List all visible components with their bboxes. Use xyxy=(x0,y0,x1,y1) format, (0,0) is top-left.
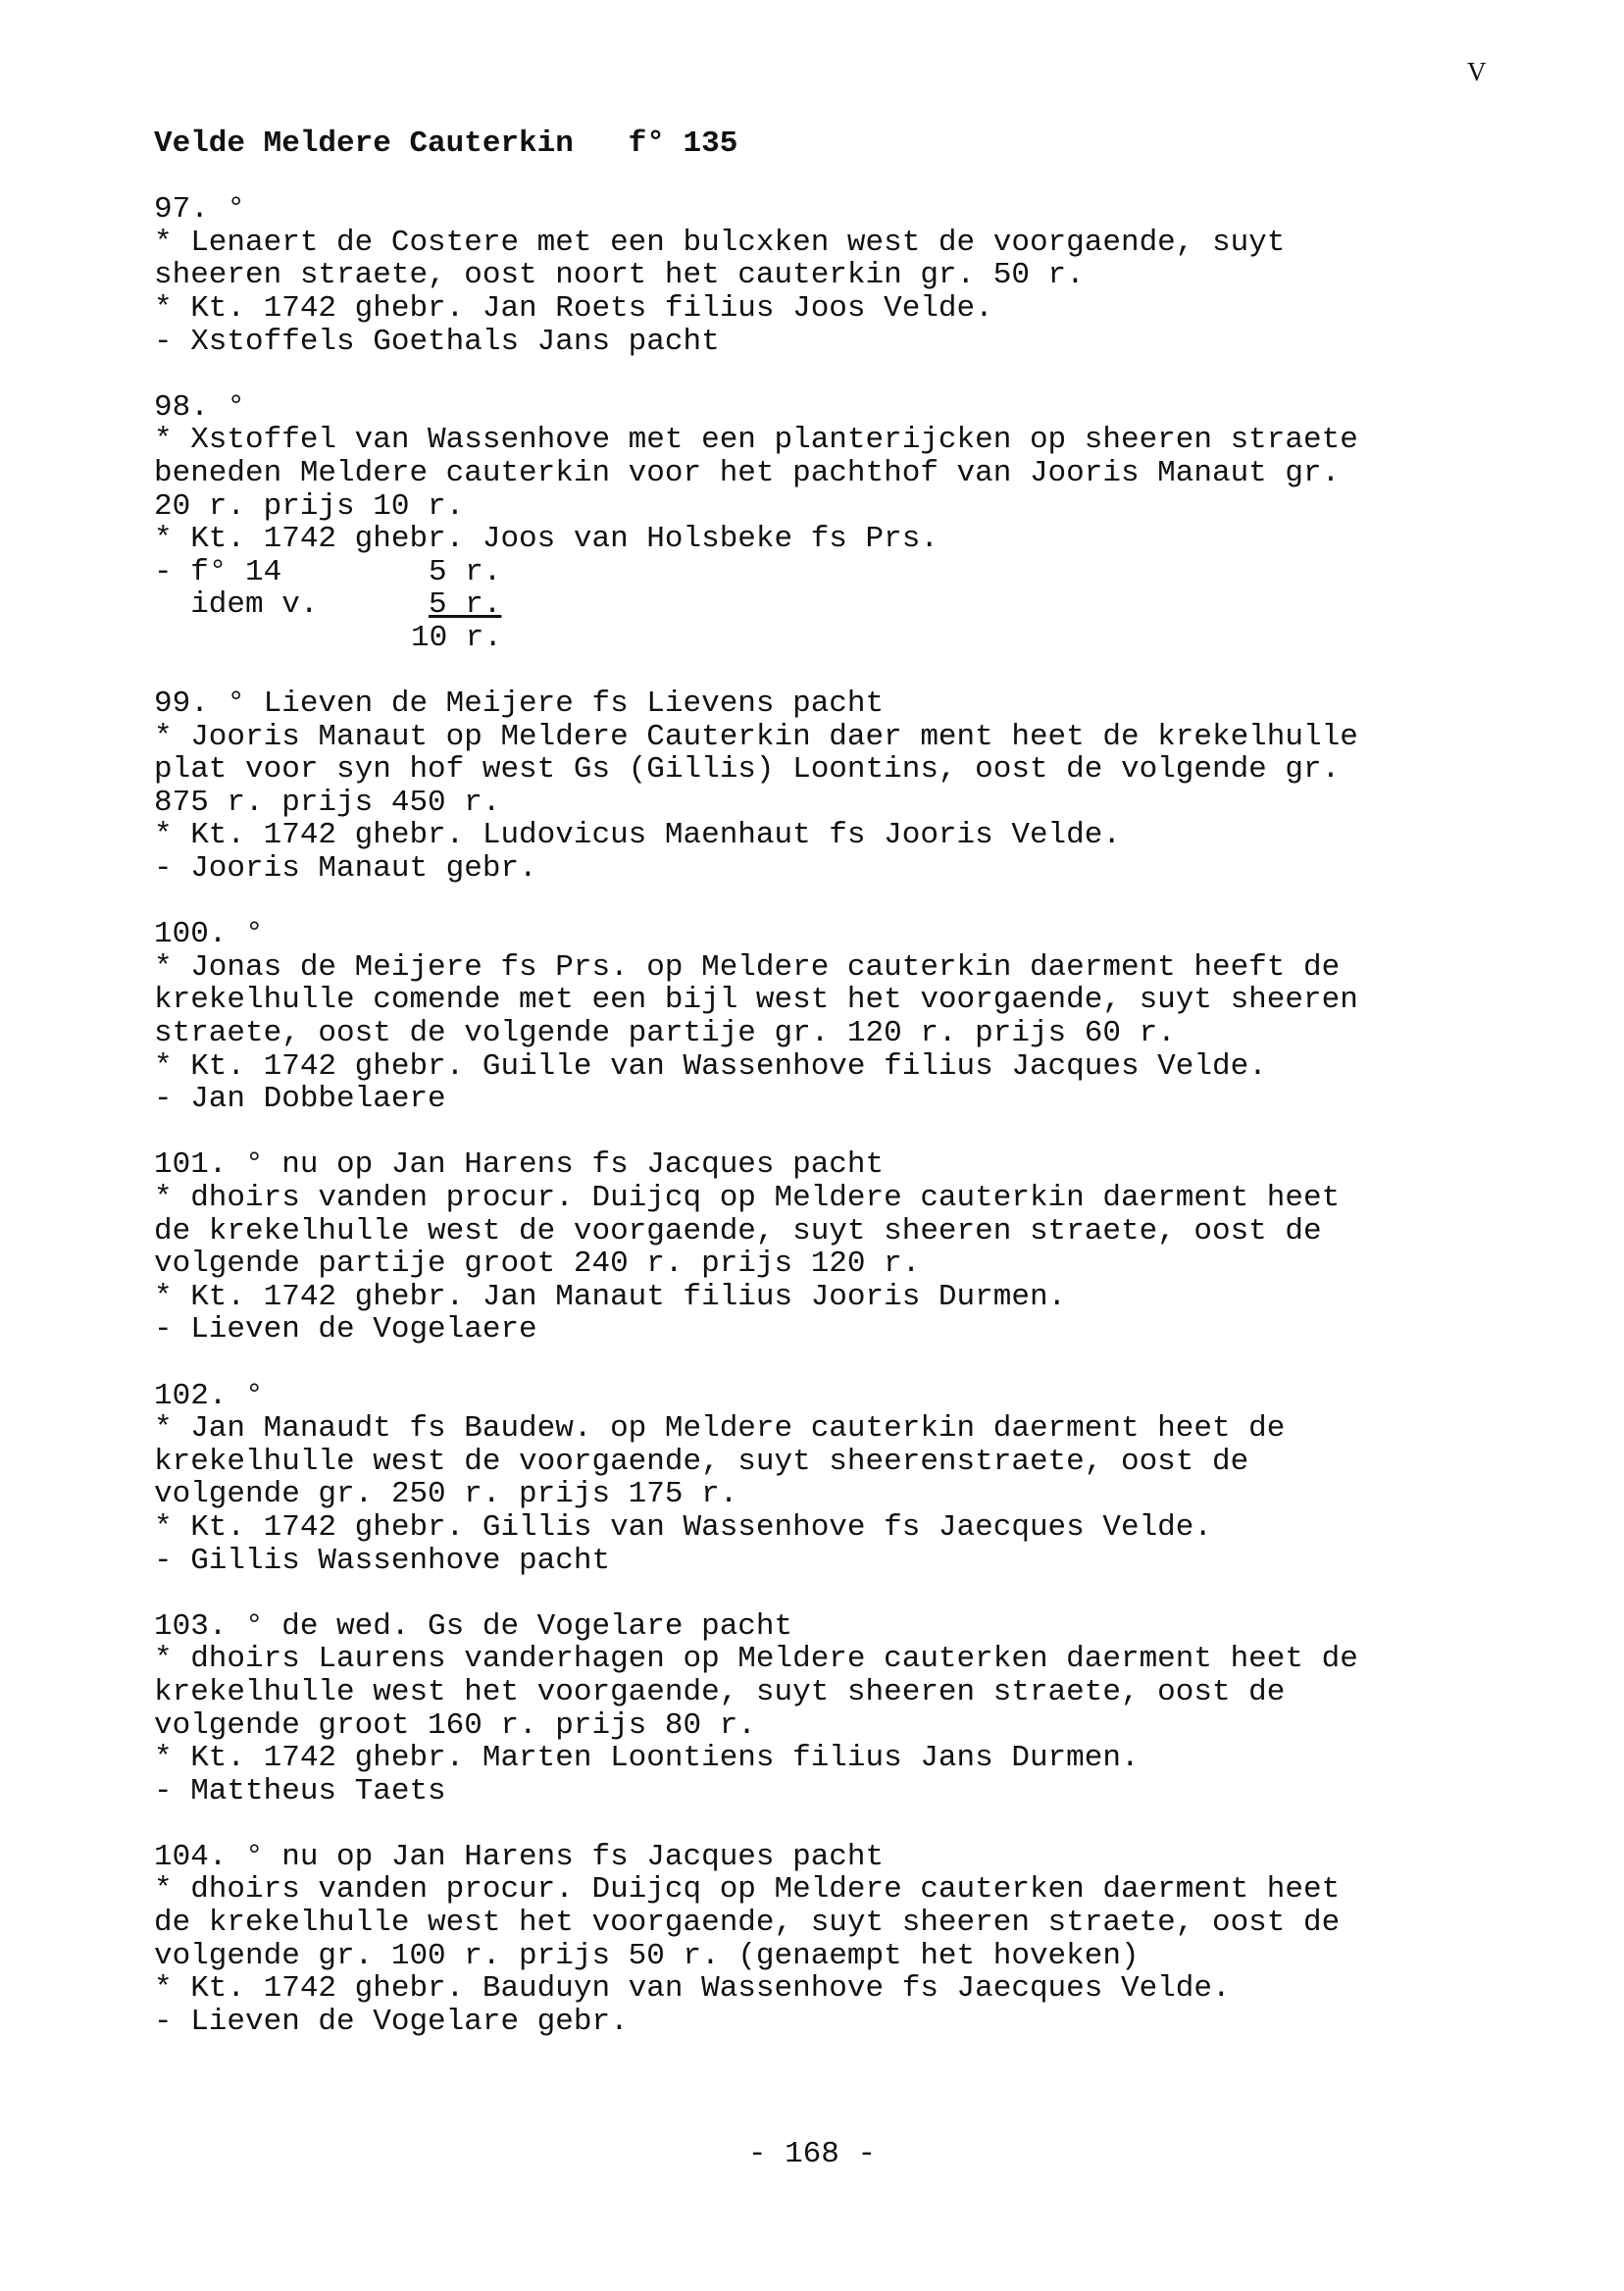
entry-lead: 102. ° xyxy=(154,1378,264,1413)
entry-line: volgende gr. 100 r. prijs 50 r. (genaempt het hoveken) xyxy=(154,1938,1140,1973)
entry-line: beneden Meldere cauterkin voor het pachthof van Jooris Manaut gr. xyxy=(154,455,1341,490)
entry-103 xyxy=(154,1610,1488,1808)
entry-line: de krekelhulle west de voorgaende, suyt sheeren straete, oost de xyxy=(154,1213,1322,1248)
entry-line: straete, oost de volgende partije gr. 120 r. prijs 60 r. xyxy=(154,1016,1176,1051)
entry-line: * Jonas de Meijere fs Prs. op Meldere cauterkin daerment heeft de xyxy=(154,949,1341,985)
entry-line: volgende groot 160 r. prijs 80 r. xyxy=(154,1707,756,1743)
sub-row-label: idem v. xyxy=(154,587,319,623)
entry-97 xyxy=(154,193,1488,358)
entry-line: - Jooris Manaut gebr. xyxy=(154,851,537,887)
entry-line: * Kt. 1742 ghebr. Guille van Wassenhove filius Jacques Velde. xyxy=(154,1048,1267,1084)
sub-row-value: 5 r. xyxy=(429,554,502,589)
entry-104 xyxy=(154,1841,1488,2039)
sub-row-total xyxy=(154,622,1488,655)
entry-line: krekelhulle comende met een bijl west het voorgaende, suyt sheeren xyxy=(154,983,1358,1018)
entry-line: volgende partije groot 240 r. prijs 120 r. xyxy=(154,1247,921,1282)
entry-line: * Kt. 1742 ghebr. Bauduyn van Wassenhove fs Jaecques Velde. xyxy=(154,1971,1231,2007)
entry-line: * dhoirs vanden procur. Duijcq op Meldere cauterkin daerment heet xyxy=(154,1181,1341,1215)
entry-line: * Xstoffel van Wassenhove met een planterijcken op sheeren straete xyxy=(154,423,1358,458)
entry-line: * Kt. 1742 ghebr. Jan Roets filius Joos Velde. xyxy=(154,290,993,326)
entry-lead: 99. ° Lieven de Meijere fs Lievens pacht xyxy=(154,687,885,722)
sub-row xyxy=(154,588,1488,622)
entry-line: * Jan Manaudt fs Baudew. op Meldere cauterkin daerment heet de xyxy=(154,1411,1286,1447)
entry-99 xyxy=(154,687,1488,886)
sub-row xyxy=(154,556,1488,589)
entry-lead: 104. ° nu op Jan Harens fs Jacques pacht xyxy=(154,1839,885,1874)
entry-line: * Kt. 1742 ghebr. Gillis van Wassenhove fs Jaecques Velde. xyxy=(154,1509,1212,1545)
sub-row-value: 10 r. xyxy=(411,620,503,655)
entry-100 xyxy=(154,918,1488,1116)
entry-line: volgende gr. 250 r. prijs 175 r. xyxy=(154,1477,738,1512)
page-heading: Velde Meldere Cauterkin f° 135 xyxy=(154,127,738,161)
sub-row-value: 5 r. xyxy=(429,587,502,623)
entry-line: 875 r. prijs 450 r. xyxy=(154,785,501,820)
entry-lead: 103. ° de wed. Gs de Vogelare pacht xyxy=(154,1608,793,1644)
entry-line: - Jan Dobbelaere xyxy=(154,1082,446,1117)
entry-lead: 98. ° xyxy=(154,389,246,425)
entry-102 xyxy=(154,1380,1488,1578)
entry-line: de krekelhulle west het voorgaende, suyt sheeren straete, oost de xyxy=(154,1906,1341,1941)
entry-line: * Kt. 1742 ghebr. Marten Loontiens filius Jans Durmen. xyxy=(154,1741,1140,1776)
entry-101 xyxy=(154,1148,1488,1347)
entry-line: - Lieven de Vogelaere xyxy=(154,1312,537,1348)
entry-line: * dhoirs Laurens vanderhagen op Meldere cauterken daerment heet de xyxy=(154,1642,1358,1677)
entry-line: plat voor syn hof west Gs (Gillis) Loontins, oost de volgende gr. xyxy=(154,752,1341,788)
entry-98 xyxy=(154,391,1488,655)
sub-row-label: - f° 14 xyxy=(154,554,282,589)
entry-line: 20 r. prijs 10 r. xyxy=(154,488,465,524)
roman-page-marker: V xyxy=(1467,57,1487,86)
entry-line: * Kt. 1742 ghebr. Jan Manaut filius Jooris Durmen. xyxy=(154,1279,1067,1314)
page-number: - 168 - xyxy=(747,2137,877,2171)
entry-line: * dhoirs vanden procur. Duijcq op Meldere cauterken daerment heet xyxy=(154,1872,1341,1908)
entry-line: * Kt. 1742 ghebr. Joos van Holsbeke fs Prs. xyxy=(154,522,939,557)
document-body xyxy=(154,127,1488,2071)
entry-lead: 97. ° xyxy=(154,192,246,228)
entry-line: - Xstoffels Goethals Jans pacht xyxy=(154,324,720,359)
entry-line: - Gillis Wassenhove pacht xyxy=(154,1543,611,1578)
entry-line: krekelhulle west de voorgaende, suyt sheerenstraete, oost de xyxy=(154,1444,1249,1479)
entry-lead: 101. ° nu op Jan Harens fs Jacques pacht xyxy=(154,1147,885,1183)
entry-line: - Mattheus Taets xyxy=(154,1773,446,1808)
entry-line: * Lenaert de Costere met een bulcxken west de voorgaende, suyt xyxy=(154,225,1286,260)
entry-lead: 100. ° xyxy=(154,917,264,952)
entry-line: sheeren straete, oost noort het cauterkin gr. 50 r. xyxy=(154,258,1085,293)
entry-line: * Kt. 1742 ghebr. Ludovicus Maenhaut fs Jooris Velde. xyxy=(154,818,1121,853)
entry-line: - Lieven de Vogelare gebr. xyxy=(154,2004,629,2039)
entry-line: krekelhulle west het voorgaende, suyt sheeren straete, oost de xyxy=(154,1674,1286,1709)
entry-line: * Jooris Manaut op Meldere Cauterkin daer ment heet de krekelhulle xyxy=(154,719,1358,754)
